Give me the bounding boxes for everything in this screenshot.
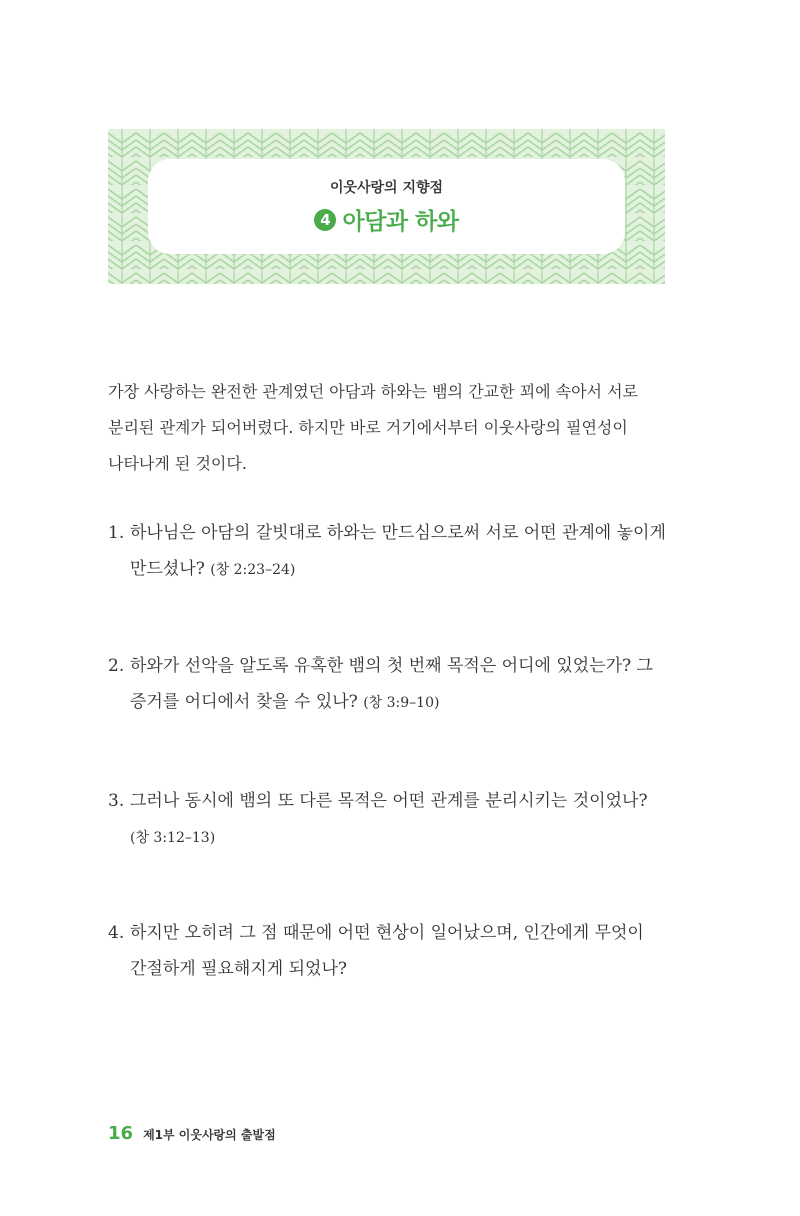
question-text: 그러나 동시에 뱀의 또 다른 목적은 어떤 관계를 분리시키는 것이었나? (130, 791, 648, 811)
question-number: 1. (108, 523, 125, 543)
section-label: 제1부 이웃사랑의 출발점 (143, 1128, 276, 1142)
question-item (108, 648, 666, 721)
scripture-reference: (창 2:23–24) (210, 562, 296, 578)
question-item (108, 915, 666, 987)
chapter-title: 아담과 하와 (342, 209, 459, 235)
page-number: 16 (108, 1123, 134, 1144)
question-item (108, 515, 666, 588)
chapter-banner (108, 129, 665, 284)
question-text: 하지만 오히려 그 점 때문에 어떤 현상이 일어났으며, 인간에게 무엇이 간절하게 필요해지게 되었나? (130, 923, 644, 979)
question-text-wrap (130, 783, 666, 856)
question-item (108, 783, 666, 856)
intro-paragraph: 가장 사랑하는 완전한 관계였던 아담과 하와는 뱀의 간교한 꾀에 속아서 서로 분리된 관계가 되어버렸다. 하지만 바로 거기에서부터 이웃사랑의 필연성이 나타나게 된 것이다. (108, 382, 638, 473)
banner-title-card (148, 159, 625, 254)
banner-title-row (314, 203, 458, 236)
question-number: 3. (108, 791, 125, 811)
question-text: 하나님은 아담의 갈빗대로 하와는 만드심으로써 서로 어떤 관계에 놓이게 만드셨나? (130, 523, 666, 579)
question-text: 하와가 선악을 알도록 유혹한 뱀의 첫 번째 목적은 어디에 있었는가? 그 증거를 어디에서 찾을 수 있나? (130, 656, 653, 712)
scripture-reference: (창 3:12–13) (130, 830, 216, 846)
question-text-wrap (130, 515, 666, 588)
page-footer (108, 1123, 276, 1144)
banner-kicker: 이웃사랑의 지향점 (329, 180, 444, 196)
question-number: 2. (108, 656, 125, 676)
question-number: 4. (108, 923, 125, 943)
chapter-number-badge: 4 (314, 209, 336, 231)
question-text-wrap (130, 915, 666, 987)
scripture-reference: (창 3:9–10) (363, 695, 440, 711)
question-text-wrap (130, 648, 666, 721)
